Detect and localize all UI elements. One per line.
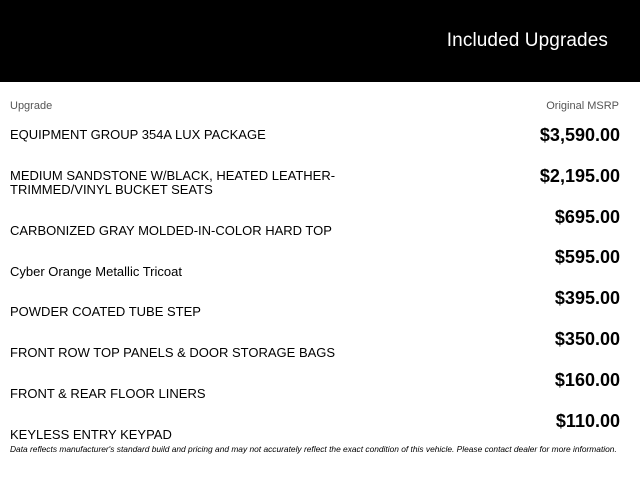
upgrade-name: CARBONIZED GRAY MOLDED-IN-COLOR HARD TOP	[10, 222, 332, 238]
table-row	[0, 326, 640, 367]
table-row	[0, 122, 640, 163]
upgrade-price: $2,195.00	[539, 165, 620, 186]
upgrade-price: $350.00	[554, 328, 620, 349]
table-row	[0, 204, 640, 245]
page-title: Included Upgrades	[446, 30, 608, 51]
upgrade-name: Cyber Orange Metallic Tricoat	[10, 263, 182, 279]
upgrade-name: KEYLESS ENTRY KEYPAD	[10, 426, 172, 442]
table-row	[0, 285, 640, 326]
upgrade-name: MEDIUM SANDSTONE W/BLACK, HEATED LEATHER-TRIMMED/VINYL BUCKET SEATS	[10, 167, 336, 198]
table-row	[0, 367, 640, 408]
upgrade-price: $160.00	[554, 369, 620, 390]
upgrade-name: POWDER COATED TUBE STEP	[10, 304, 201, 320]
upgrade-price: $595.00	[554, 247, 620, 268]
column-header-upgrade: Upgrade	[10, 100, 53, 112]
table-row	[0, 163, 640, 204]
header-bar	[0, 0, 640, 82]
upgrade-name: FRONT & REAR FLOOR LINERS	[10, 386, 206, 402]
upgrade-price: $395.00	[554, 288, 620, 309]
table-row	[0, 408, 640, 449]
table-row	[0, 244, 640, 285]
upgrade-price: $3,590.00	[539, 125, 620, 145]
upgrades-table	[0, 122, 640, 448]
upgrade-name: FRONT ROW TOP PANELS & DOOR STORAGE BAGS	[10, 345, 336, 361]
column-header-msrp: Original MSRP	[546, 100, 619, 112]
upgrade-name: EQUIPMENT GROUP 354A LUX PACKAGE	[10, 127, 266, 142]
disclaimer-text: Data reflects manufacturer's standard build and pricing and may not accurately reflect the exact condition of this vehicle. Please contact dealer for more information.	[10, 444, 617, 454]
upgrade-price: $110.00	[555, 410, 620, 431]
upgrade-price: $695.00	[554, 206, 620, 227]
